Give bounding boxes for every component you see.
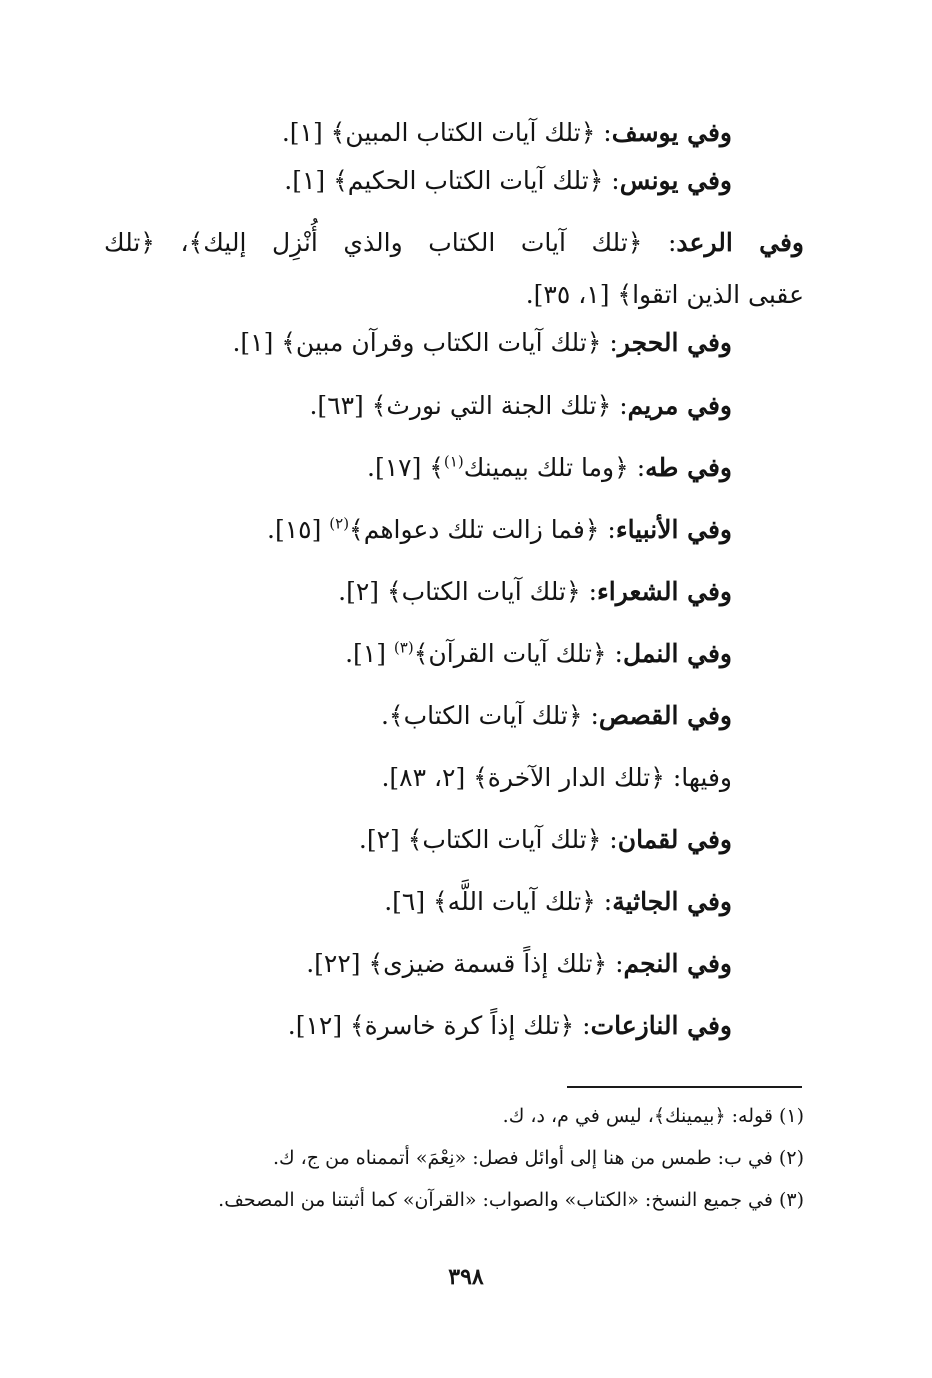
- footnote-ref[interactable]: (٣): [393, 638, 414, 657]
- verse-label: وفي الشعراء: [597, 577, 732, 606]
- verse-label: وفي الجاثية: [612, 887, 732, 916]
- verse-text: ﴿تلك آيات الكتاب الحكيم﴾ [١].: [284, 166, 604, 195]
- verse-line-qasas: وفي القصص: ﴿تلك آيات الكتاب﴾.: [380, 701, 732, 730]
- verse-line-raad-continued: [526, 278, 804, 312]
- verse-label: وفي الحجر: [617, 328, 732, 357]
- verse-text: ﴿تلك آيات اللَّه﴾ [٦].: [384, 887, 596, 916]
- verse-text: ﴿تلك آيات الكتاب المبين﴾ [١].: [281, 118, 596, 147]
- verse-line-shuara: وفي الشعراء: ﴿تلك آيات الكتاب﴾ [٢].: [338, 577, 732, 606]
- verse-line-yunus: وفي يونس: ﴿تلك آيات الكتاب الحكيم﴾ [١].: [284, 166, 732, 195]
- verse-label: وفي النمل: [622, 639, 732, 668]
- verse-label: وفي مريم: [627, 391, 732, 420]
- verse-text-continued: عقبى الذين اتقوا﴾ [١، ٣٥].: [525, 280, 804, 309]
- verse-line-najm: وفي النجم: ﴿تلك إذاً قسمة ضيزى﴾ [٢٢].: [306, 949, 732, 978]
- verse-text-end: [١].: [345, 639, 394, 668]
- verse-label: وفي يوسف: [611, 118, 732, 147]
- verse-label: وفي طه: [645, 453, 732, 482]
- verse-text: ﴿تلك آيات الكتاب﴾.: [380, 701, 583, 730]
- verse-text: ﴿تلك آيات القرآن﴾: [413, 639, 607, 668]
- verse-text: ﴿تلك آيات الكتاب والذي أُنْزِل إليك﴾، ﴿تلك: [104, 228, 643, 257]
- verse-label: وفيها: [681, 763, 732, 792]
- footnote-3: (٣) في جميع النسخ: «الكتاب» والصواب: «القرآن» كما أثبتنا من المصحف.: [218, 1189, 804, 1211]
- verse-line-maryam: وفي مريم: ﴿تلك الجنة التي نورث﴾ [٦٣].: [309, 391, 732, 420]
- verse-line-taha: وفي طه: ﴿وما تلك بيمينك$^{(١)}$﴾ [١٧].: [367, 452, 732, 482]
- verse-text: ﴿فما زالت تلك دعواهم﴾: [349, 515, 600, 544]
- page-number: ٣٩٨: [448, 1264, 484, 1290]
- verse-line-fiha: وفيها: ﴿تلك الدار الآخرة﴾ [٢، ٨٣].: [381, 763, 732, 792]
- verse-text: ﴿تلك آيات الكتاب﴾ [٢].: [358, 825, 602, 854]
- verse-line-luqman: وفي لقمان: ﴿تلك آيات الكتاب﴾ [٢].: [358, 825, 732, 854]
- verse-line-raad: وفي الرعد: ﴿تلك آيات الكتاب والذي أُنْزِل إليك﴾، ﴿تلك: [104, 228, 804, 257]
- verse-label: وفي النجم: [623, 949, 732, 978]
- footnote-divider: [567, 1086, 802, 1088]
- verse-line-anbiya: وفي الأنبياء: ﴿فما زالت تلك دعواهم﴾$^{(٢)}$ [١٥].: [267, 514, 732, 544]
- verse-label: وفي لقمان: [617, 825, 732, 854]
- footnote-ref[interactable]: (٢): [329, 514, 350, 533]
- verse-text: ﴿تلك إذاً قسمة ضيزى﴾ [٢٢].: [306, 949, 608, 978]
- verse-line-yusuf: وفي يوسف: ﴿تلك آيات الكتاب المبين﴾ [١].: [281, 118, 732, 147]
- verse-text: ﴿تلك الدار الآخرة﴾ [٢، ٨٣].: [381, 763, 665, 792]
- verse-text: ﴿تلك آيات الكتاب وقرآن مبين﴾ [١].: [232, 328, 602, 357]
- verse-text: ﴿تلك آيات الكتاب﴾ [٢].: [338, 577, 581, 606]
- verse-text: ﴿وما تلك بيمينك: [463, 453, 629, 482]
- verse-line-hijr: وفي الحجر: ﴿تلك آيات الكتاب وقرآن مبين﴾ [١].: [232, 328, 732, 357]
- verse-line-naziat: وفي النازعات: ﴿تلك إذاً كرة خاسرة﴾ [١٢].: [287, 1011, 732, 1040]
- footnote-ref[interactable]: (١): [443, 452, 464, 471]
- verse-line-naml: وفي النمل: ﴿تلك آيات القرآن﴾$^{(٣)}$ [١].: [345, 638, 732, 668]
- footnote-2: (٢) في ب: طمس من هنا إلى أوائل فصل: «نِعْمَ» أتممناه من ج، ك.: [272, 1147, 804, 1169]
- verse-label: وفي يونس: [619, 166, 732, 195]
- verse-label: وفي القصص: [598, 701, 732, 730]
- verse-text-end: [١٥].: [267, 515, 330, 544]
- verse-line-jathiya: وفي الجاثية: ﴿تلك آيات اللَّه﴾ [٦].: [384, 887, 732, 916]
- verse-label: وفي الرعد: [676, 228, 804, 257]
- footnote-1: (١) قوله: ﴿بيمينك﴾، ليس في م، د، ك.: [502, 1105, 804, 1127]
- verse-text: ﴿تلك إذاً كرة خاسرة﴾ [١٢].: [287, 1011, 575, 1040]
- verse-text-end: ﴾ [١٧].: [367, 453, 444, 482]
- verse-text: ﴿تلك الجنة التي نورث﴾ [٦٣].: [309, 391, 612, 420]
- verse-label: وفي النازعات: [590, 1011, 732, 1040]
- verse-label: وفي الأنبياء: [615, 515, 732, 544]
